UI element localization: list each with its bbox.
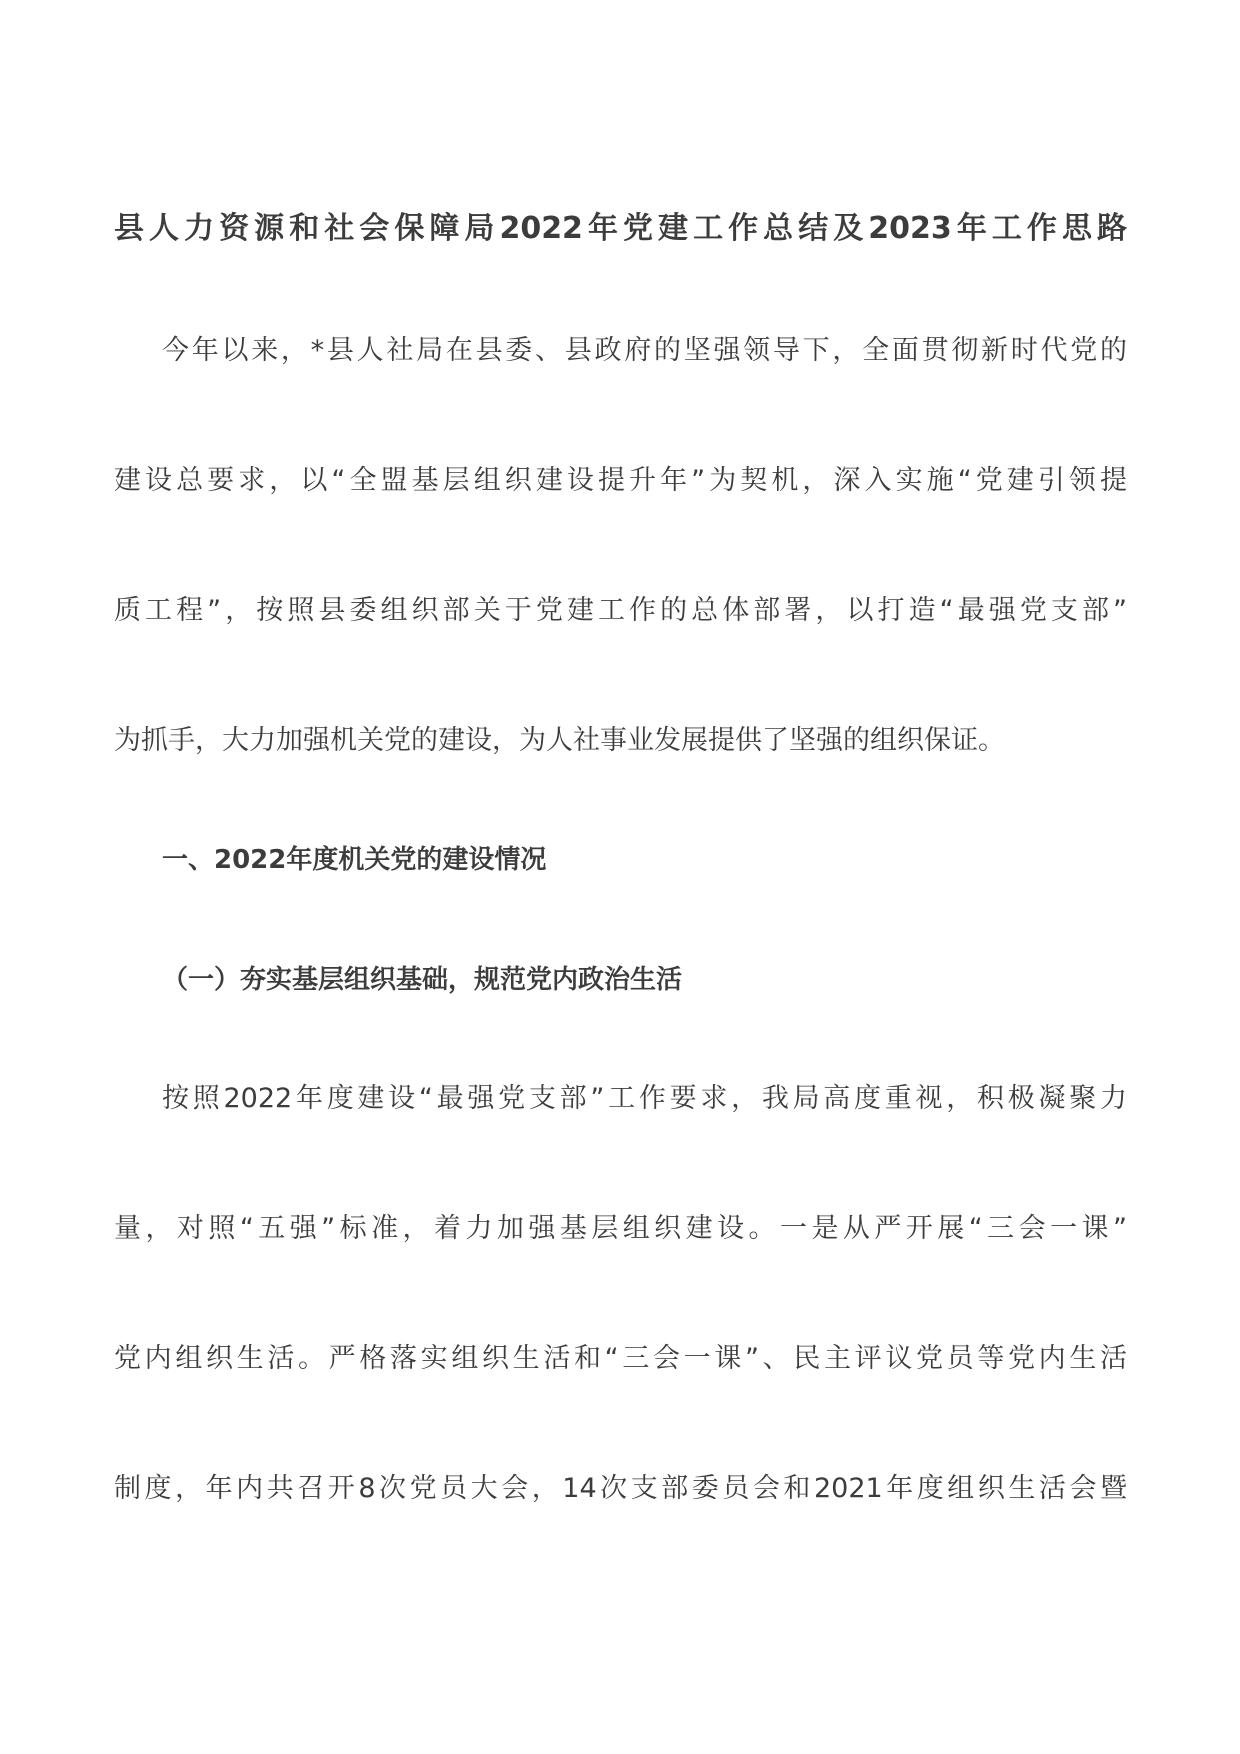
paragraph-line: 质工程”，按照县委组织部关于党建工作的总体部署，以打造“最强党支部” [114,595,1127,626]
document-title: 县人力资源和社会保障局2022年党建工作总结及2023年工作思路 [114,211,1127,246]
paragraph-line: 按照2022年度建设“最强党支部”工作要求，我局高度重视，积极凝聚力 [162,1083,1127,1114]
subsection-heading: （一）夯实基层组织基础，规范党内政治生活 [162,965,683,995]
paragraph-line: 党内组织生活。严格落实组织生活和“三会一课”、民主评议党员等党内生活 [114,1343,1127,1374]
paragraph-line: 今年以来，*县人社局在县委、县政府的坚强领导下，全面贯彻新时代党的 [162,335,1127,366]
paragraph-line: 量，对照“五强”标准，着力加强基层组织建设。一是从严开展“三会一课” [114,1213,1127,1244]
paragraph-line: 为抓手，大力加强机关党的建设，为人社事业发展提供了坚强的组织保证。 [114,725,1005,756]
section-heading: 一、2022年度机关党的建设情况 [162,845,547,875]
paragraph-line: 建设总要求，以“全盟基层组织建设提升年”为契机，深入实施“党建引领提 [114,465,1127,496]
paragraph-line: 制度，年内共召开8次党员大会，14次支部委员会和2021年度组织生活会暨 [114,1473,1127,1504]
